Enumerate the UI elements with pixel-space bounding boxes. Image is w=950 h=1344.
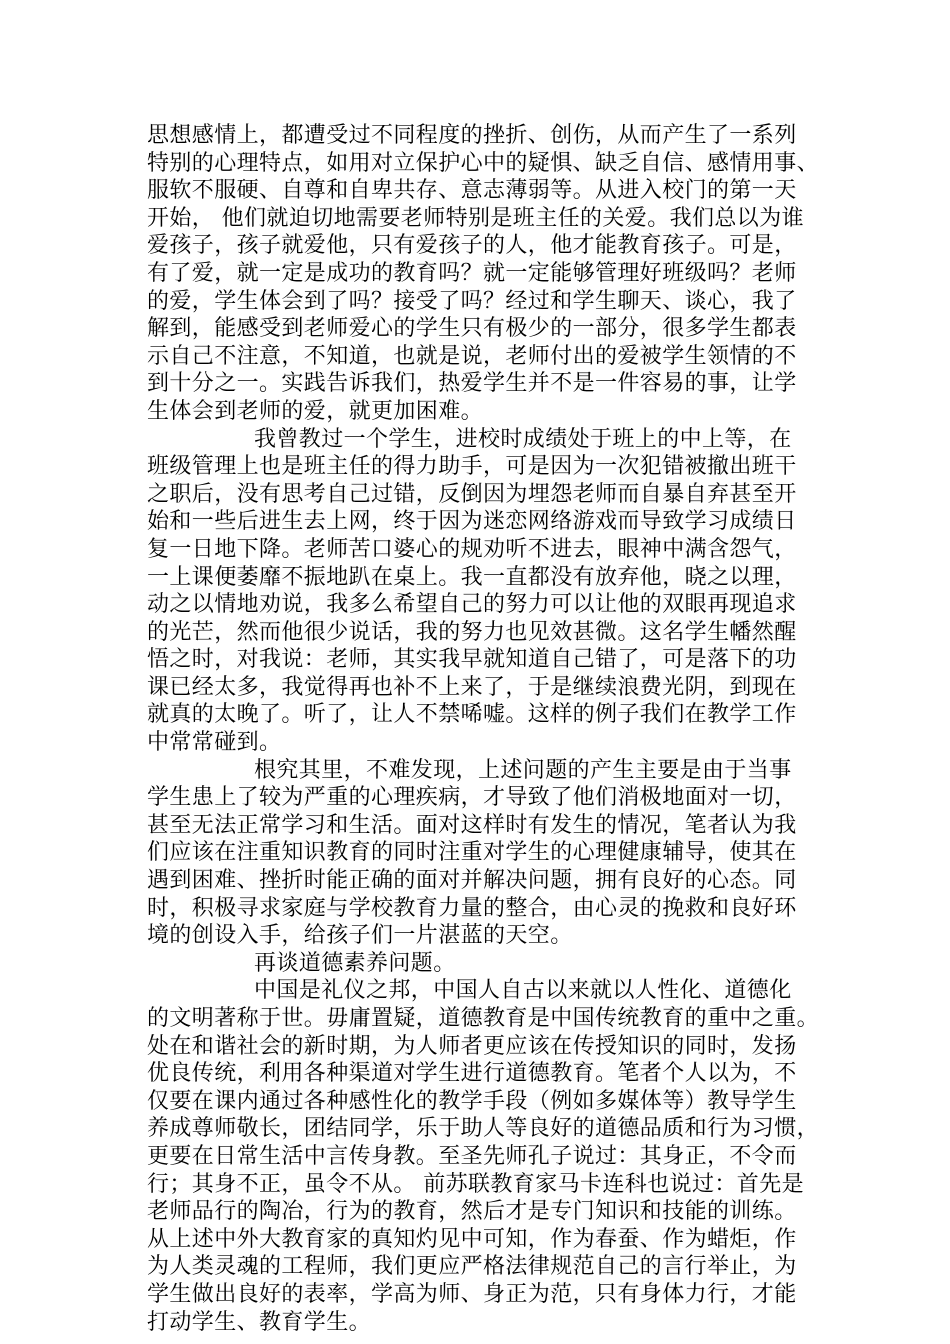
text-line: 爱孩子，孩子就爱他，只有爱孩子的人，他才能教育孩子。可是，: [147, 233, 797, 259]
paragraph-first-line: 我曾教过一个学生，进校时成绩处于班上的中上等，在: [254, 426, 792, 452]
text-line: 生体会到老师的爱，就更加困难。: [147, 398, 484, 424]
text-line: 为人类灵魂的工程师，我们更应严格法律规范自己的言行举止，为: [147, 1254, 797, 1280]
text-line: 中常常碰到。: [147, 730, 282, 756]
text-line: 们应该在注重知识教育的同时注重对学生的心理健康辅导，使其在: [147, 840, 797, 866]
text-line: 一上课便萎靡不振地趴在桌上。我一直都没有放弃他，晓之以理，: [147, 564, 797, 590]
text-line: 班级管理上也是班主任的得力助手，可是因为一次犯错被撤出班干: [147, 454, 797, 480]
text-line: 甚至无法正常学习和生活。面对这样时有发生的情况，笔者认为我: [147, 812, 797, 838]
paragraph-first-line: 根究其里，不难发现，上述问题的产生主要是由于当事: [254, 757, 792, 783]
text-line: 从上述中外大教育家的真知灼见中可知，作为春蚕、作为蜡炬，作: [147, 1226, 797, 1252]
text-line: 的文明著称于世。毋庸置疑，道德教育是中国传统教育的重中之重。: [147, 1006, 820, 1031]
text-line: 打动学生、教育学生。: [147, 1309, 372, 1335]
text-line: 示自己不注意，不知道，也就是说，老师付出的爱被学生领情的不: [147, 343, 797, 369]
text-line: 遇到困难、挫折时能正确的面对并解决问题，拥有良好的心态。同: [147, 868, 797, 894]
text-line: 开始， 他们就迫切地需要老师特别是班主任的关爱。我们总以为谁: [147, 205, 804, 231]
text-line: 养成尊师敬长，团结同学，乐于助人等良好的道德品质和行为习惯，: [147, 1116, 820, 1142]
body-text: [147, 122, 822, 1336]
text-line: 之职后，没有思考自己过错，反倒因为埋怨老师而自暴自弃甚至开: [147, 481, 797, 507]
text-line: 更要在日常生活中言传身教。至圣先师孔子说过：其身正，不令而: [147, 1143, 797, 1169]
text-line: 解到，能感受到老师爱心的学生只有极少的一部分，很多学生都表: [147, 316, 797, 342]
text-line: 服软不服硬、自尊和自卑共存、意志薄弱等。从进入校门的第一天: [147, 178, 797, 204]
text-line: 行；其身不正，虽令不从。 前苏联教育家马卡连科也说过：首先是: [147, 1171, 804, 1197]
text-line: 有了爱，就一定是成功的教育吗？就一定能够管理好班级吗？老师: [147, 260, 797, 286]
text-line: 境的创设入手，给孩子们一片湛蓝的天空。: [147, 923, 573, 949]
paragraph-first-line: 中国是礼仪之邦，中国人自古以来就以人性化、道德化: [254, 978, 792, 1004]
text-line: 的爱，学生体会到了吗？接受了吗？经过和学生聊天、谈心，我了: [147, 288, 797, 314]
text-line: 学生做出良好的表率，学高为师、身正为范，只有身体力行，才能: [147, 1281, 797, 1307]
section-heading: 再谈道德素养问题。: [254, 950, 456, 976]
text-line: 时，积极寻求家庭与学校教育力量的整合，由心灵的挽救和良好环: [147, 895, 797, 921]
text-line: 就真的太晚了。听了，让人不禁唏嘘。这样的例子我们在教学工作: [147, 702, 797, 728]
text-line: 学生患上了较为严重的心理疾病，才导致了他们消极地面对一切，: [147, 785, 797, 811]
text-line: 动之以情地劝说，我多么希望自己的努力可以让他的双眼再现追求: [147, 592, 797, 618]
text-line: 悟之时，对我说：老师，其实我早就知道自己错了，可是落下的功: [147, 647, 797, 673]
text-line: 课已经太多，我觉得再也补不上来了，于是继续浪费光阴，到现在: [147, 674, 797, 700]
text-line: 思想感情上，都遭受过不同程度的挫折、创伤，从而产生了一系列: [147, 123, 797, 148]
text-line: 复一日地下降。老师苦口婆心的规劝听不进去，眼神中满含怨气，: [147, 536, 797, 562]
text-line: 到十分之一。实践告诉我们，热爱学生并不是一件容易的事，让学: [147, 371, 797, 397]
text-line: 处在和谐社会的新时期，为人师者更应该在传授知识的同时，发扬: [147, 1033, 797, 1059]
text-line: 优良传统，利用各种渠道对学生进行道德教育。笔者个人以为，不: [147, 1061, 797, 1087]
text-line: 仅要在课内通过各种感性化的教学手段（例如多媒体等）教导学生: [147, 1088, 797, 1114]
text-line: 特别的心理特点，如用对立保护心中的疑惧、缺乏自信、感情用事、: [147, 150, 820, 176]
text-line: 老师品行的陶冶，行为的教育，然后才是专门知识和技能的训练。: [147, 1199, 797, 1225]
text-line: 始和一些后进生去上网，终于因为迷恋网络游戏而导致学习成绩日: [147, 509, 797, 535]
text-line: 的光芒，然而他很少说话，我的努力也见效甚微。这名学生幡然醒: [147, 619, 797, 645]
